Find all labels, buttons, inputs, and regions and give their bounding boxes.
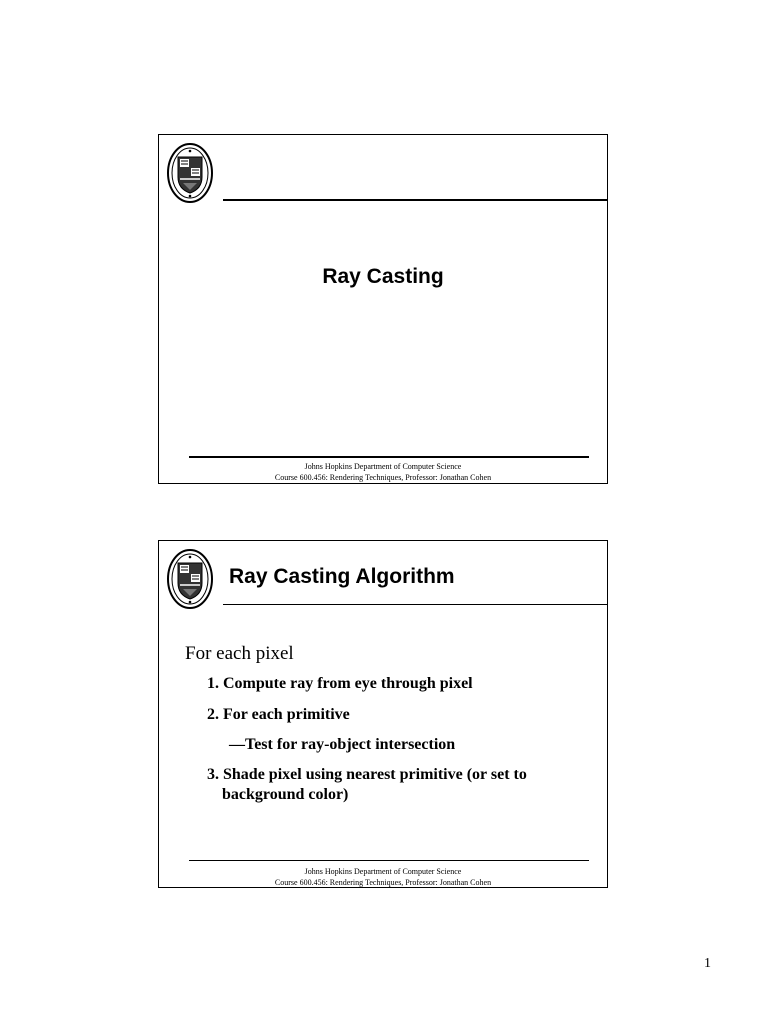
slide-footer <box>159 866 607 888</box>
slide-2 <box>158 540 608 888</box>
footer-rule <box>189 860 589 861</box>
bullet-step-2-sub: —Test for ray-object intersection <box>229 736 456 753</box>
bullet-step-3 <box>207 765 587 805</box>
bullet-step-3-line-1: 3. Shade pixel using nearest primitive (or set to <box>207 766 527 783</box>
bullet-list <box>185 643 587 816</box>
footer-rule <box>189 456 589 458</box>
bullet-heading: For each pixel <box>185 643 294 664</box>
bullet-step-1: 1. Compute ray from eye through pixel <box>207 675 473 692</box>
bullet-step-3-line-2: background color) <box>222 786 349 803</box>
footer-line-2: Course 600.456: Rendering Techniques, Professor: Jonathan Cohen <box>274 473 492 482</box>
page-number: 1 <box>704 956 711 971</box>
slide-footer <box>159 461 607 483</box>
footer-line-2: Course 600.456: Rendering Techniques, Professor: Jonathan Cohen <box>274 878 492 887</box>
header-rule <box>223 604 607 605</box>
slide-title: Ray Casting Algorithm <box>229 565 455 588</box>
bullet-step-2: 2. For each primitive <box>207 706 350 723</box>
university-seal-icon <box>167 549 213 609</box>
footer-line-1: Johns Hopkins Department of Computer Science <box>304 867 462 876</box>
slide-title: Ray Casting <box>322 265 444 288</box>
university-seal-icon <box>167 143 213 203</box>
slide-1 <box>158 134 608 484</box>
header-rule <box>223 199 607 201</box>
footer-line-1: Johns Hopkins Department of Computer Science <box>304 462 462 471</box>
